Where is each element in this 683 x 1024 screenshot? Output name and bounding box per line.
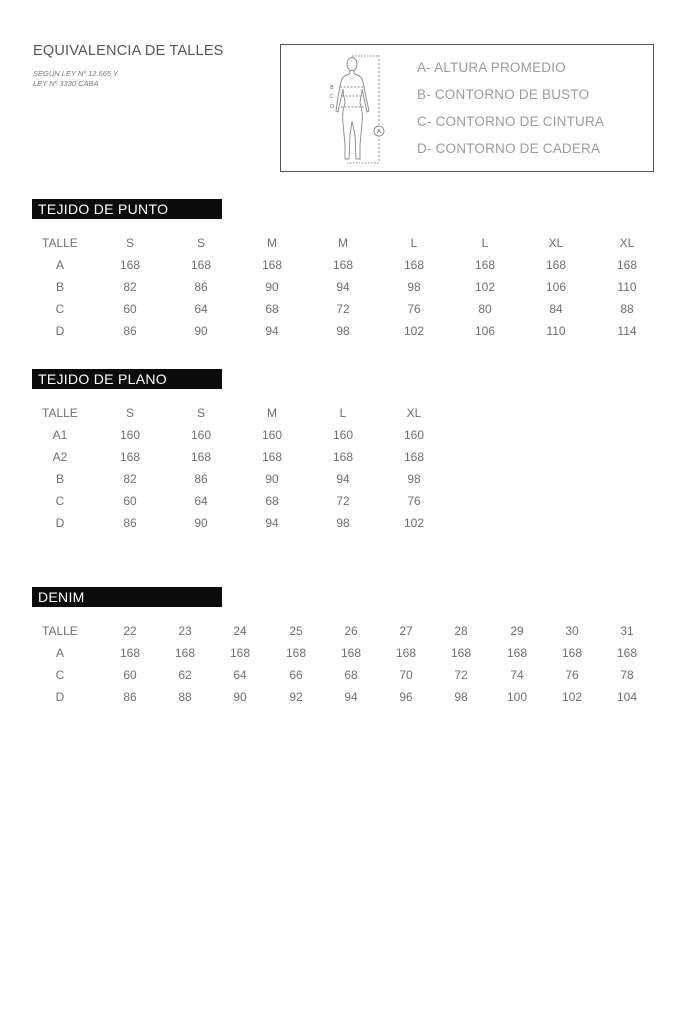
size-header-cell: 27 bbox=[399, 624, 413, 638]
size-header-cell: XL bbox=[548, 236, 564, 250]
measure-cell: 98 bbox=[454, 690, 468, 704]
measure-row-label: D bbox=[55, 690, 65, 704]
size-header-label: TALLE bbox=[42, 624, 78, 638]
measure-cell: 76 bbox=[407, 494, 421, 508]
measure-cell: 168 bbox=[190, 258, 212, 272]
measure-cell: 160 bbox=[190, 428, 212, 442]
measure-cell: 168 bbox=[403, 450, 425, 464]
measure-cell: 160 bbox=[403, 428, 425, 442]
measure-cell: 72 bbox=[336, 494, 350, 508]
measure-cell: 64 bbox=[194, 494, 208, 508]
measure-cell: 86 bbox=[123, 516, 137, 530]
measure-row-label: C bbox=[55, 302, 65, 316]
body-figure-icon bbox=[309, 51, 389, 167]
measure-cell: 98 bbox=[407, 472, 421, 486]
measure-cell: 90 bbox=[194, 516, 208, 530]
size-header-cell: 26 bbox=[344, 624, 358, 638]
measure-cell: 60 bbox=[123, 302, 137, 316]
size-header-label: TALLE bbox=[42, 236, 78, 250]
measure-cell: 84 bbox=[549, 302, 563, 316]
measure-cell: 168 bbox=[174, 646, 196, 660]
size-header-cell: 25 bbox=[289, 624, 303, 638]
measure-cell: 68 bbox=[265, 494, 279, 508]
measure-row-label: A bbox=[55, 646, 64, 660]
measure-row-label: A1 bbox=[52, 428, 68, 442]
measure-cell: 78 bbox=[620, 668, 634, 682]
legend-list bbox=[417, 59, 604, 167]
measure-cell: 110 bbox=[546, 324, 566, 338]
measure-cell: 86 bbox=[194, 472, 208, 486]
legend-item-a: A- ALTURA PROMEDIO bbox=[417, 60, 566, 75]
measure-row-label: D bbox=[55, 324, 65, 338]
measure-cell: 96 bbox=[399, 690, 413, 704]
measure-cell: 90 bbox=[194, 324, 208, 338]
measure-cell: 168 bbox=[119, 450, 141, 464]
measure-cell: 114 bbox=[617, 324, 637, 338]
measure-cell: 80 bbox=[478, 302, 492, 316]
measure-cell: 102 bbox=[474, 280, 496, 294]
measure-cell: 160 bbox=[261, 428, 283, 442]
measure-cell: 86 bbox=[194, 280, 208, 294]
measure-cell: 102 bbox=[403, 516, 425, 530]
size-header-cell: 22 bbox=[123, 624, 137, 638]
section-title-punto: TEJIDO DE PUNTO bbox=[32, 199, 222, 219]
measure-cell: 94 bbox=[344, 690, 358, 704]
measure-cell: 82 bbox=[123, 472, 137, 486]
size-header-cell: M bbox=[267, 406, 277, 420]
measure-cell: 168 bbox=[340, 646, 362, 660]
measure-cell: 60 bbox=[123, 494, 137, 508]
law-reference bbox=[33, 69, 118, 89]
measure-row-label: A bbox=[55, 258, 64, 272]
measure-cell: 106 bbox=[545, 280, 567, 294]
size-header-cell: L bbox=[410, 236, 418, 250]
legend-item-c: C- CONTORNO DE CINTURA bbox=[417, 114, 605, 129]
size-header-cell: S bbox=[196, 406, 205, 420]
measure-cell: 168 bbox=[616, 258, 638, 272]
measurement-legend bbox=[280, 44, 654, 172]
measure-cell: 90 bbox=[265, 280, 279, 294]
measure-cell: 66 bbox=[289, 668, 303, 682]
size-header-cell: XL bbox=[406, 406, 422, 420]
measure-cell: 88 bbox=[620, 302, 634, 316]
size-header-cell: M bbox=[267, 236, 277, 250]
size-header-cell: 23 bbox=[178, 624, 192, 638]
measure-cell: 98 bbox=[407, 280, 421, 294]
measure-cell: 168 bbox=[119, 646, 141, 660]
measure-cell: 90 bbox=[233, 690, 247, 704]
measure-cell: 94 bbox=[265, 324, 279, 338]
measure-cell: 68 bbox=[344, 668, 358, 682]
measure-cell: 72 bbox=[454, 668, 468, 682]
measure-cell: 60 bbox=[123, 668, 137, 682]
size-header-cell: 29 bbox=[510, 624, 524, 638]
measure-row-label: A2 bbox=[52, 450, 68, 464]
size-header-cell: L bbox=[339, 406, 347, 420]
measure-cell: 168 bbox=[545, 258, 567, 272]
marker-d: D bbox=[330, 104, 335, 110]
marker-b: B bbox=[330, 85, 334, 91]
measure-cell: 68 bbox=[265, 302, 279, 316]
measure-cell: 98 bbox=[336, 324, 350, 338]
size-header-cell: 30 bbox=[565, 624, 579, 638]
measure-row-label: B bbox=[55, 472, 64, 486]
measure-row-label: B bbox=[55, 280, 64, 294]
measure-cell: 94 bbox=[265, 516, 279, 530]
measure-cell: 160 bbox=[119, 428, 141, 442]
measure-cell: 100 bbox=[506, 690, 528, 704]
size-header-cell: S bbox=[125, 236, 134, 250]
measure-cell: 74 bbox=[510, 668, 524, 682]
measure-row-label: C bbox=[55, 494, 65, 508]
size-header-cell: S bbox=[125, 406, 134, 420]
measure-row-label: C bbox=[55, 668, 65, 682]
measure-cell: 168 bbox=[403, 258, 425, 272]
measure-cell: 76 bbox=[565, 668, 579, 682]
measure-cell: 168 bbox=[261, 450, 283, 464]
size-header-cell: M bbox=[338, 236, 348, 250]
measure-cell: 92 bbox=[289, 690, 303, 704]
law-reference-line-2: LEY Nº 3330 CABA bbox=[33, 79, 99, 88]
measure-row-label: D bbox=[55, 516, 65, 530]
size-header-cell: 28 bbox=[454, 624, 468, 638]
measure-cell: 106 bbox=[474, 324, 496, 338]
measure-cell: 110 bbox=[617, 280, 637, 294]
measure-cell: 86 bbox=[123, 690, 137, 704]
size-header-cell: 24 bbox=[233, 624, 247, 638]
measure-cell: 82 bbox=[123, 280, 137, 294]
measure-cell: 168 bbox=[450, 646, 472, 660]
section-title-plano: TEJIDO DE PLANO bbox=[32, 369, 222, 389]
measure-cell: 72 bbox=[336, 302, 350, 316]
measure-cell: 168 bbox=[285, 646, 307, 660]
measure-cell: 76 bbox=[407, 302, 421, 316]
measure-cell: 168 bbox=[261, 258, 283, 272]
legend-item-d: D- CONTORNO DE CADERA bbox=[417, 141, 601, 156]
size-header-cell: S bbox=[196, 236, 205, 250]
measure-cell: 90 bbox=[265, 472, 279, 486]
marker-c: C bbox=[330, 94, 334, 100]
measure-cell: 168 bbox=[332, 450, 354, 464]
measure-cell: 168 bbox=[616, 646, 638, 660]
measure-cell: 64 bbox=[233, 668, 247, 682]
section-title-denim: DENIM bbox=[32, 587, 222, 607]
measure-cell: 160 bbox=[332, 428, 354, 442]
measure-cell: 104 bbox=[616, 690, 638, 704]
measure-cell: 62 bbox=[178, 668, 192, 682]
size-header-cell: L bbox=[481, 236, 489, 250]
size-header-label: TALLE bbox=[42, 406, 78, 420]
measure-cell: 168 bbox=[229, 646, 251, 660]
measure-cell: 64 bbox=[194, 302, 208, 316]
measure-cell: 88 bbox=[178, 690, 192, 704]
measure-cell: 168 bbox=[395, 646, 417, 660]
measure-cell: 94 bbox=[336, 472, 350, 486]
measure-cell: 168 bbox=[190, 450, 212, 464]
page-title: EQUIVALENCIA DE TALLES bbox=[33, 43, 224, 59]
measure-cell: 70 bbox=[399, 668, 413, 682]
measure-cell: 168 bbox=[474, 258, 496, 272]
measure-cell: 168 bbox=[332, 258, 354, 272]
marker-a: A bbox=[377, 129, 381, 135]
legend-item-b: B- CONTORNO DE BUSTO bbox=[417, 87, 590, 102]
measure-cell: 102 bbox=[561, 690, 583, 704]
measure-cell: 102 bbox=[403, 324, 425, 338]
measure-cell: 168 bbox=[506, 646, 528, 660]
size-header-cell: XL bbox=[619, 236, 635, 250]
measure-cell: 86 bbox=[123, 324, 137, 338]
law-reference-line-1: SEGÚN LEY Nº 12.665 Y bbox=[33, 69, 119, 78]
measure-cell: 168 bbox=[119, 258, 141, 272]
measure-cell: 168 bbox=[561, 646, 583, 660]
measure-cell: 98 bbox=[336, 516, 350, 530]
measure-cell: 94 bbox=[336, 280, 350, 294]
size-header-cell: 31 bbox=[620, 624, 634, 638]
